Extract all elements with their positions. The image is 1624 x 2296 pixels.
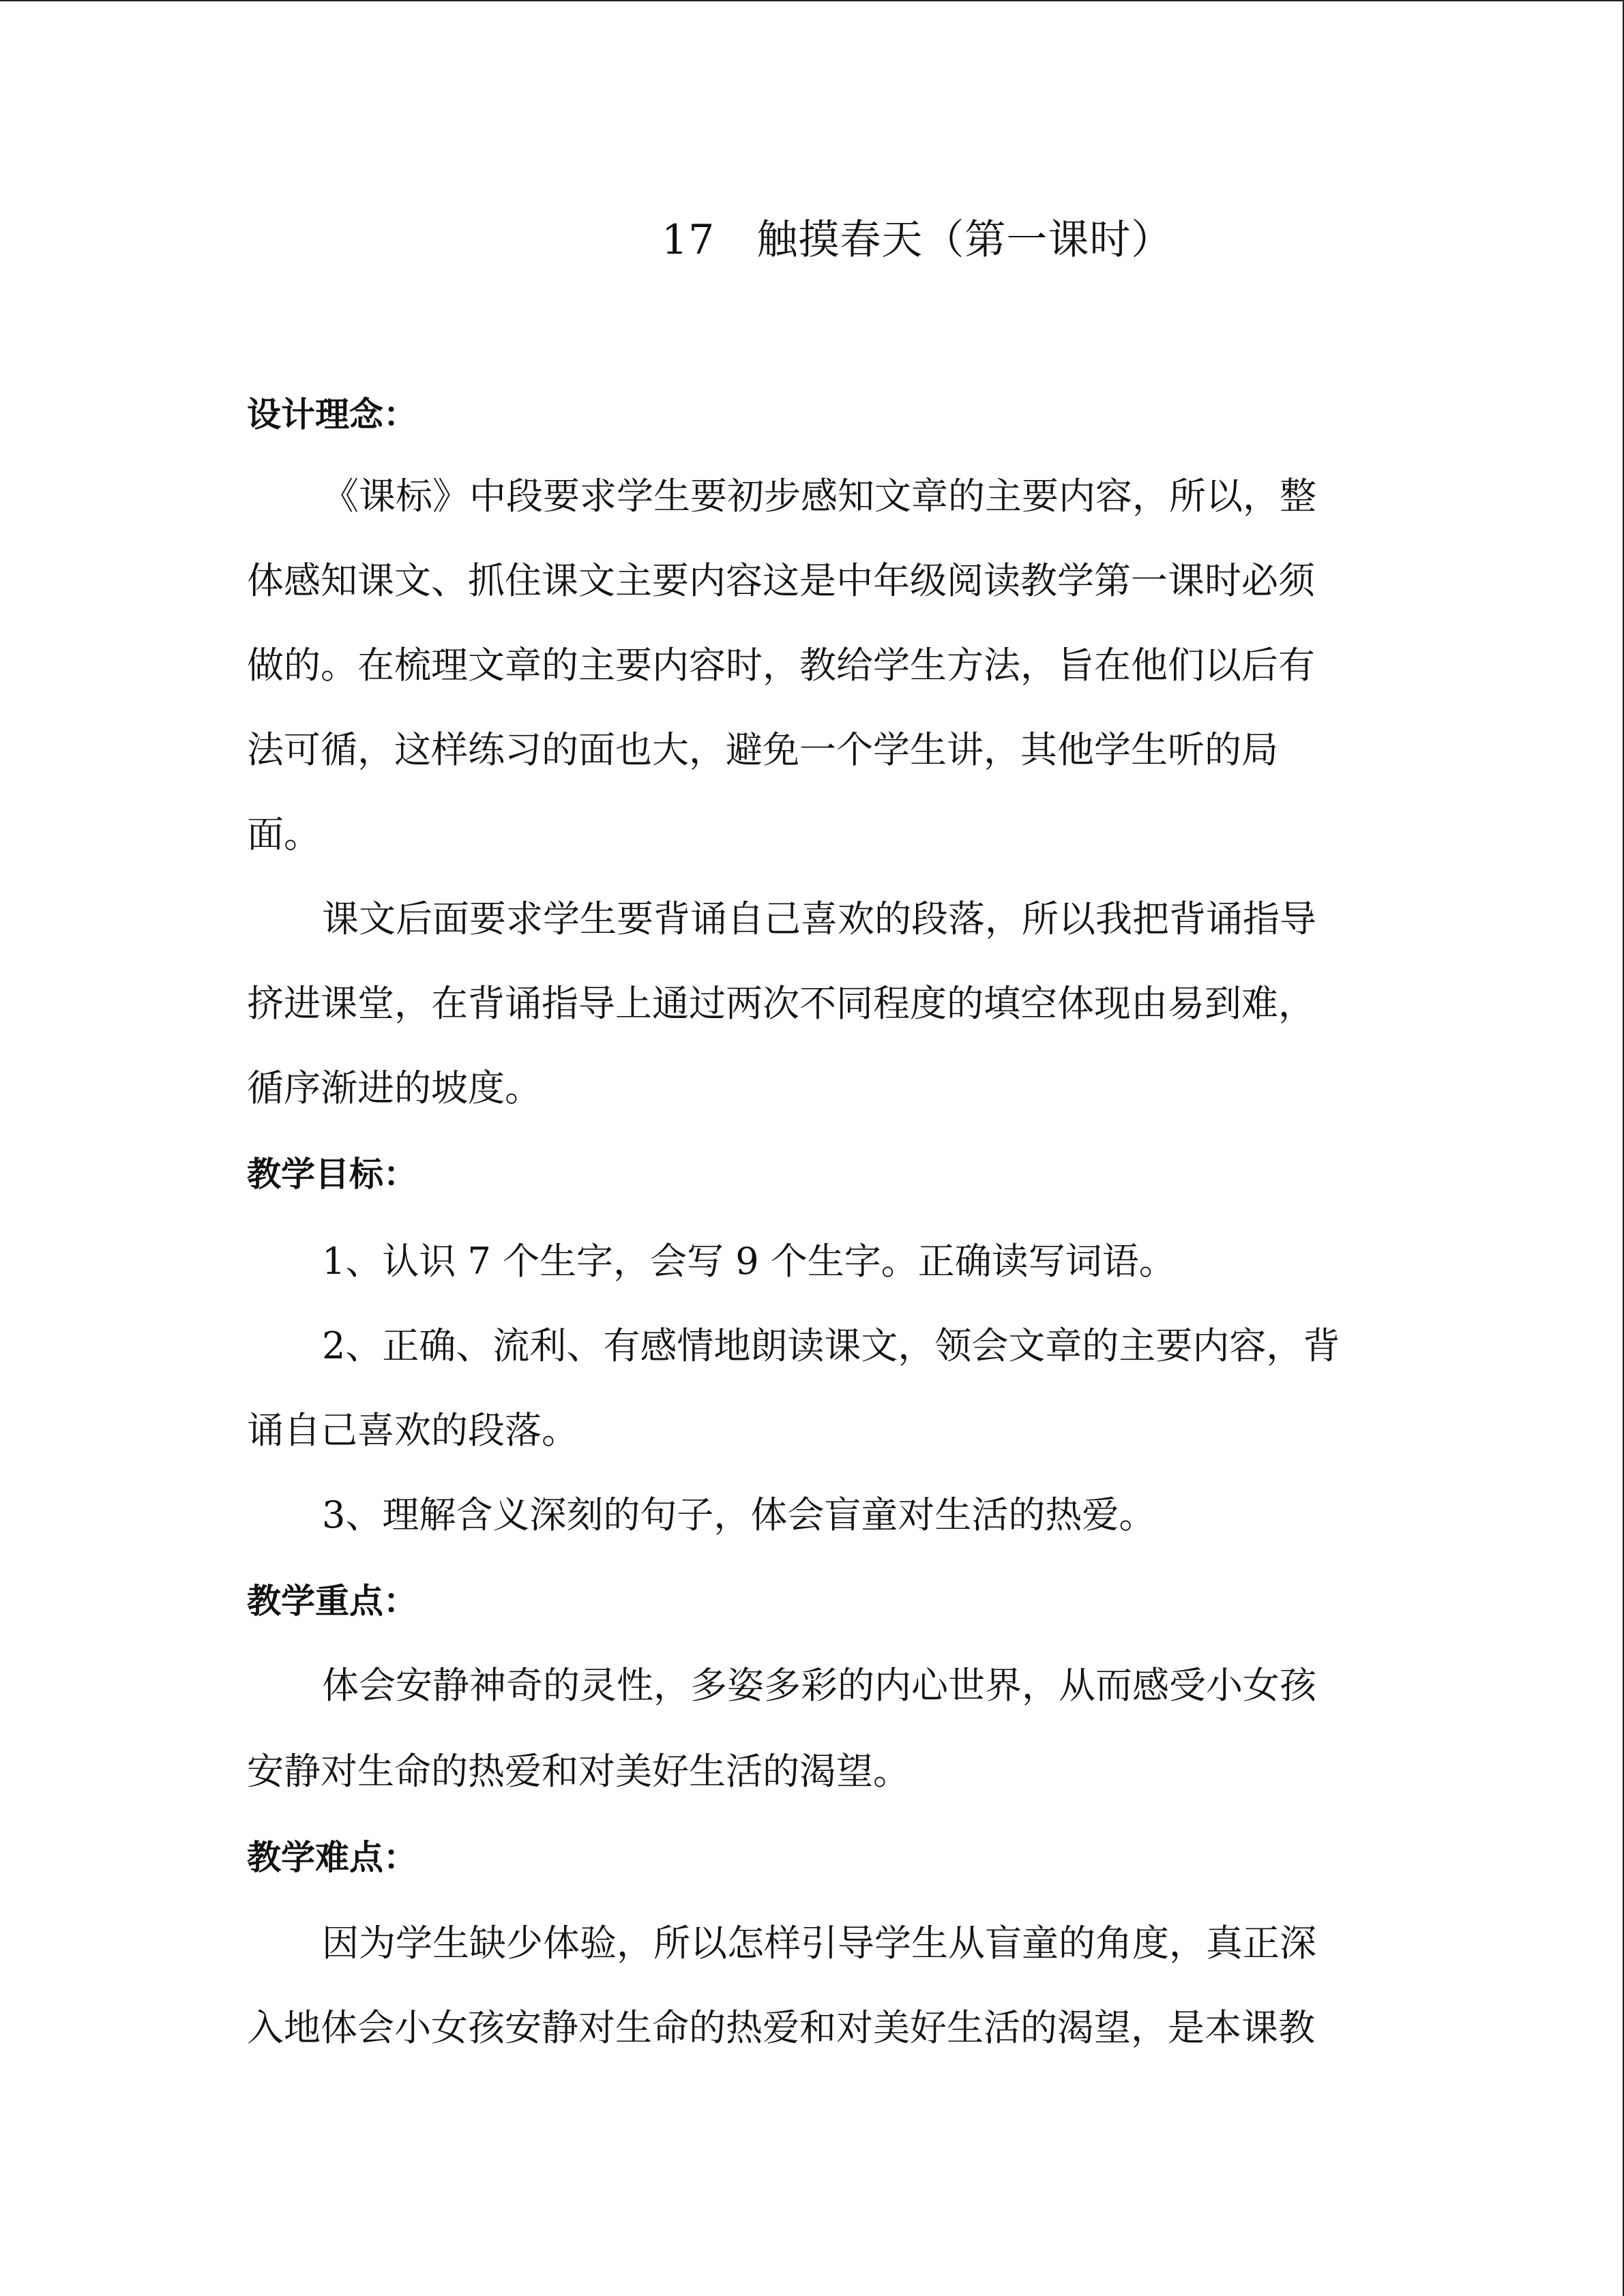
paragraph-line: 《课标》中段要求学生要初步感知文章的主要内容，所以，整 (322, 475, 1316, 518)
paragraph-line: 体感知课文、抓住课文主要内容这是中年级阅读教学第一课时必须 (247, 559, 1315, 602)
paragraph-line: 做的。在梳理文章的主要内容时，教给学生方法，旨在他们以后有 (247, 644, 1315, 687)
paragraph-line: 课文后面要求学生要背诵自己喜欢的段落，所以我把背诵指导 (322, 897, 1316, 940)
paragraph-line: 挤进课堂，在背诵指导上通过两次不同程度的填空体现由易到难， (247, 982, 1315, 1025)
section-heading-difficulties: 教学难点： (247, 1837, 417, 1877)
lesson-title: 17 触摸春天（第一课时） (662, 216, 1173, 264)
goal-item: 1、认识 7 个生字，会写 9 个生字。正确读写词语。 (322, 1240, 1176, 1283)
paragraph-line: 入地体会小女孩安静对生命的热爱和对美好生活的渴望，是本课教 (247, 2006, 1315, 2049)
paragraph-line: 循序渐进的坡度。 (247, 1067, 542, 1109)
goal-item: 3、理解含义深刻的句子，体会盲童对生活的热爱。 (322, 1493, 1156, 1536)
goal-item: 诵自己喜欢的段落。 (247, 1409, 578, 1452)
paragraph-line: 面。 (247, 813, 321, 856)
paragraph-line: 法可循，这样练习的面也大，避免一个学生讲，其他学生听的局 (247, 728, 1278, 771)
paragraph-line: 因为学生缺少体验，所以怎样引导学生从盲童的角度，真正深 (322, 1922, 1316, 1965)
goal-item: 2、正确、流利、有感情地朗读课文，领会文章的主要内容，背 (322, 1324, 1340, 1367)
section-heading-design-concept: 设计理念： (247, 394, 417, 434)
paragraph-line: 安静对生命的热爱和对美好生活的渴望。 (247, 1750, 910, 1793)
section-heading-key-points: 教学重点： (247, 1581, 417, 1621)
paragraph-line: 体会安静神奇的灵性，多姿多彩的内心世界，从而感受小女孩 (322, 1664, 1316, 1707)
section-heading-teaching-goals: 教学目标： (247, 1154, 417, 1194)
